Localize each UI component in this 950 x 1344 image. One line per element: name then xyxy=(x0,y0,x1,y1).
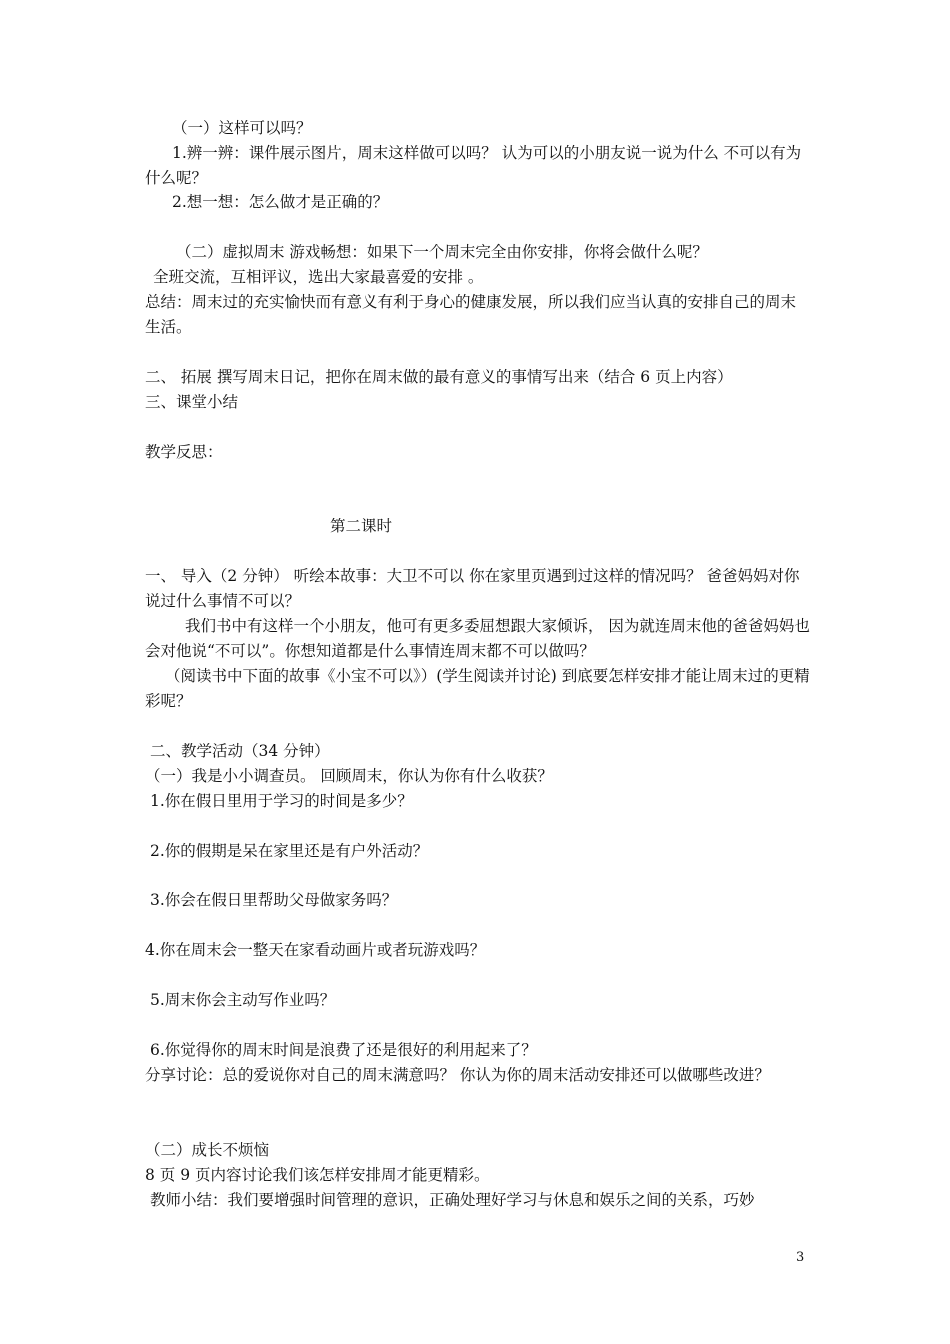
survey-question-3: 3.你会在假日里帮助父母做家务吗？ xyxy=(150,891,398,909)
paragraph-story: 我们书中有这样一个小朋友，他可有更多委屈想跟大家倾诉， 因为就连周末他的爸爸妈妈也会对他说“不可以”。你想知道都是什么事情连周末都不可以做吗？ xyxy=(145,617,810,660)
page-number: 3 xyxy=(796,1250,805,1265)
paragraph-pages-discussion: 8 页 9 页内容讨论我们该怎样安排周才能更精彩。 xyxy=(145,1166,490,1184)
lesson-title: 第二课时 xyxy=(330,517,393,535)
paragraph-share-discussion: 分享讨论：总的爱说你对自己的周末满意吗？ 你认为你的周末活动安排还可以做哪些改进？ xyxy=(145,1066,770,1084)
section-extension: 二、 拓展 撰写周末日记，把你在周末做的最有意义的事情写出来（结合 6 页上内容） xyxy=(145,368,733,386)
paragraph-class-discussion: 全班交流，互相评议，选出大家最喜爱的安排 。 xyxy=(153,268,484,286)
survey-question-5: 5.周末你会主动写作业吗？ xyxy=(150,991,336,1009)
paragraph-teacher-summary: 教师小结：我们要增强时间管理的意识，正确处理好学习与休息和娱乐之间的关系，巧妙 xyxy=(150,1191,755,1209)
survey-question-6: 6.你觉得你的周末时间是浪费了还是很好的利用起来了？ xyxy=(150,1041,537,1059)
teaching-reflection: 教学反思： xyxy=(145,443,223,461)
paragraph-summary: 总结：周末过的充实愉快而有意义有利于身心的健康发展，所以我们应当认真的安排自己的周末生活。 xyxy=(145,293,797,336)
paragraph-identify: 1.辨一辨：课件展示图片，周末这样做可以吗？ 认为可以的小朋友说一说为什么 不可以有为什么呢？ xyxy=(145,144,802,187)
survey-question-1: 1.你在假日里用于学习的时间是多少？ xyxy=(150,792,413,810)
survey-question-2: 2.你的假期是呆在家里还是有户外活动？ xyxy=(150,842,429,860)
paragraph-reading: （阅读书中下面的故事《小宝不可以》）(学生阅读并讨论) 到底要怎样安排才能让周末过的更精彩呢？ xyxy=(145,667,810,710)
section-class-summary: 三、课堂小结 xyxy=(145,393,239,411)
paragraph-intro: 一、 导入（2 分钟） 听绘本故事：大卫不可以 你在家里页遇到过这样的情况吗？ 爸爸妈妈对你说过什么事情不可以？ xyxy=(145,567,800,610)
section-survey: （一）我是小小调查员。 回顾周末，你认为你有什么收获？ xyxy=(145,767,553,785)
section-teaching-activity: 二、教学活动（34 分钟） xyxy=(150,742,330,760)
survey-question-4: 4.你在周末会一整天在家看动画片或者玩游戏吗？ xyxy=(145,941,486,959)
section-growth: （二）成长不烦恼 xyxy=(145,1141,270,1159)
section-heading-2: （二）虚拟周末 游戏畅想：如果下一个周末完全由你安排，你将会做什么呢？ xyxy=(176,243,708,261)
paragraph-think: 2.想一想：怎么做才是正确的？ xyxy=(172,193,389,211)
section-heading-1: （一）这样可以吗？ xyxy=(172,119,312,137)
